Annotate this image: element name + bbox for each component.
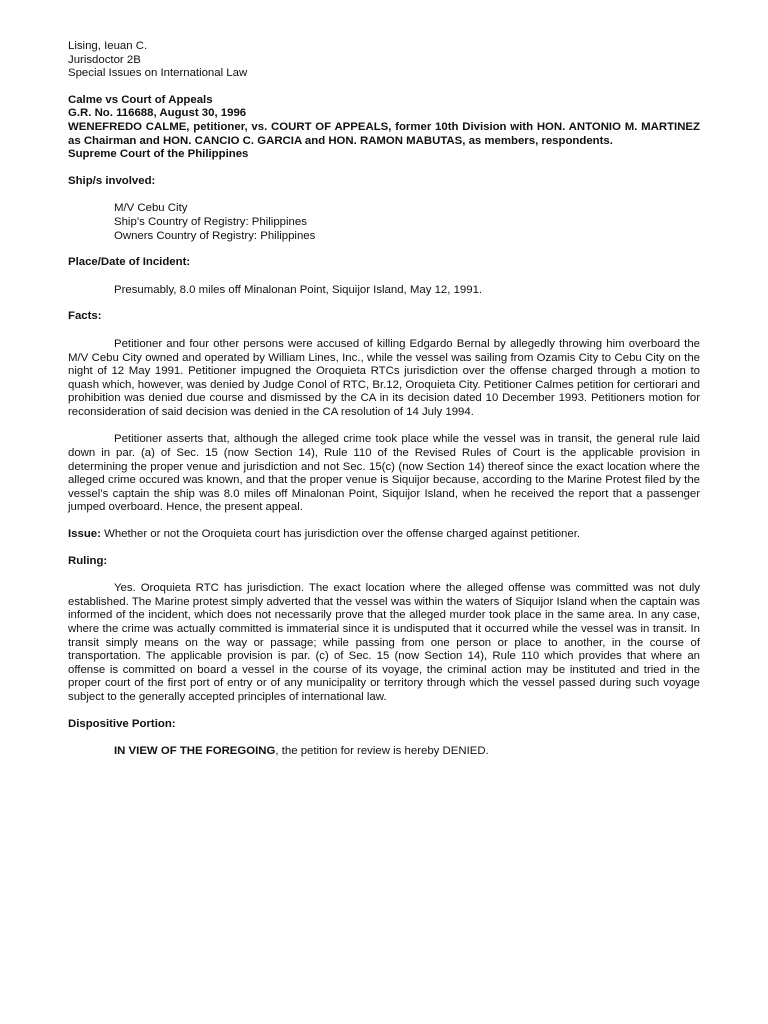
- place-text: Presumably, 8.0 miles off Minalonan Point, Siquijor Island, May 12, 1991.: [114, 283, 483, 296]
- issue-label: Issue:: [68, 528, 101, 541]
- document-body: [68, 40, 700, 759]
- case-header: [68, 94, 700, 162]
- issue-section: [68, 528, 700, 542]
- owner-registry: Owners Country of Registry: Philippines: [114, 229, 316, 242]
- course-title: Special Issues on International Law: [68, 67, 248, 80]
- ships-heading: Ship/s involved:: [68, 174, 156, 187]
- issue-text: Whether or not the Oroquieta court has jurisdiction over the offense charged against petitioner.: [100, 528, 581, 541]
- ship-registry: Ship’s Country of Registry: Philippines: [114, 215, 307, 228]
- dispositive-rest: , the petition for review is hereby DENIED.: [275, 745, 489, 758]
- case-gr-number: G.R. No. 116688, August 30, 1996: [68, 107, 247, 120]
- ships-section: [68, 175, 700, 243]
- student-program: Jurisdoctor 2B: [68, 53, 141, 66]
- place-heading: Place/Date of Incident:: [68, 256, 191, 269]
- dispositive-text: [68, 745, 700, 759]
- case-title: Calme vs Court of Appeals: [68, 93, 213, 106]
- case-court: Supreme Court of the Philippines: [68, 148, 249, 161]
- facts-heading: Facts:: [68, 310, 102, 323]
- ruling-heading: Ruling:: [68, 554, 108, 567]
- dispositive-section: [68, 718, 700, 759]
- facts-paragraph-1: Petitioner and four other persons were accused of killing Edgardo Bernal by allegedly throwing him overboard the M/V Cebu City owned and operated by William Lines, Inc., while the vessel was sailing from Ozamis City to Cebu City on the night of 12 May 1991. Petitioner impugned the Oroquieta RTCs jurisdiction over the offense charged through a motion to quash which, however, was denied by Judge Conol of RTC, Br.12, Oroquieta City. Petitioner Calmes petition for certiorari and prohibition was denied due course and dismissed by the CA in its decision dated 10 December 1993. Petitioners motion for reconsideration of said decision was denied in the CA resolution of 14 July 1994.: [68, 337, 700, 418]
- case-parties: WENEFREDO CALME, petitioner, vs. COURT OF APPEALS, former 10th Division with HON. ANTONIO M. MARTINEZ as Chairman and HON. CANCIO C. GARCIA and HON. RAMON MABUTAS, as members, respondents.: [68, 120, 700, 147]
- student-name: Lising, Ieuan C.: [68, 40, 148, 52]
- ruling-section: [68, 555, 700, 705]
- facts-paragraph-2: Petitioner asserts that, although the alleged crime took place while the vessel was in transit, the general rule laid down in par. (a) of Sec. 15 (now Section 14), Rule 110 of the Revised Rules of Court is the applicable provision in determining the proper venue and jurisdiction and not Sec. 15(c) (now Section 14) thereof since the exact location where the alleged crime occured was known, and that the proper venue is Siquijor because, according to the Marine Protest filed by the vessel’s captain the ship was 8.0 miles off Minalonan Point, Siquijor Island, when he received the report that a passenger jumped overboard. Hence, the present appeal.: [68, 433, 700, 514]
- place-section: [68, 256, 700, 297]
- facts-section: [68, 310, 700, 515]
- ruling-paragraph: Yes. Oroquieta RTC has jurisdiction. The exact location where the alleged offense was committed was not duly established. The Marine protest simply adverted that the vessel was within the waters of Siquijor Island when the captain was informed of the incident, which does not necessarily prove that the alleged murder took place in the same area. In any case, where the crime was actually committed is immaterial since it is undisputed that it occurred while the vessel was in transit. In transit simply means on the way or passage; while passing from one person or place to another, in the course of transportation. The applicable provision is par. (c) of Sec. 15 (now Section 14), Rule 110 which provides that where an offense is committed on board a vessel in the course of its voyage, the criminal action may be instituted and tried in the proper court of the first port of entry or of any municipality or territory through which the vessel passed during such voyage subject to the generally accepted principles of international law.: [68, 582, 700, 703]
- dispositive-heading: Dispositive Portion:: [68, 717, 176, 730]
- vessel-name: M/V Cebu City: [114, 202, 188, 215]
- dispositive-lead: IN VIEW OF THE FOREGOING: [114, 745, 276, 758]
- student-header: [68, 40, 700, 81]
